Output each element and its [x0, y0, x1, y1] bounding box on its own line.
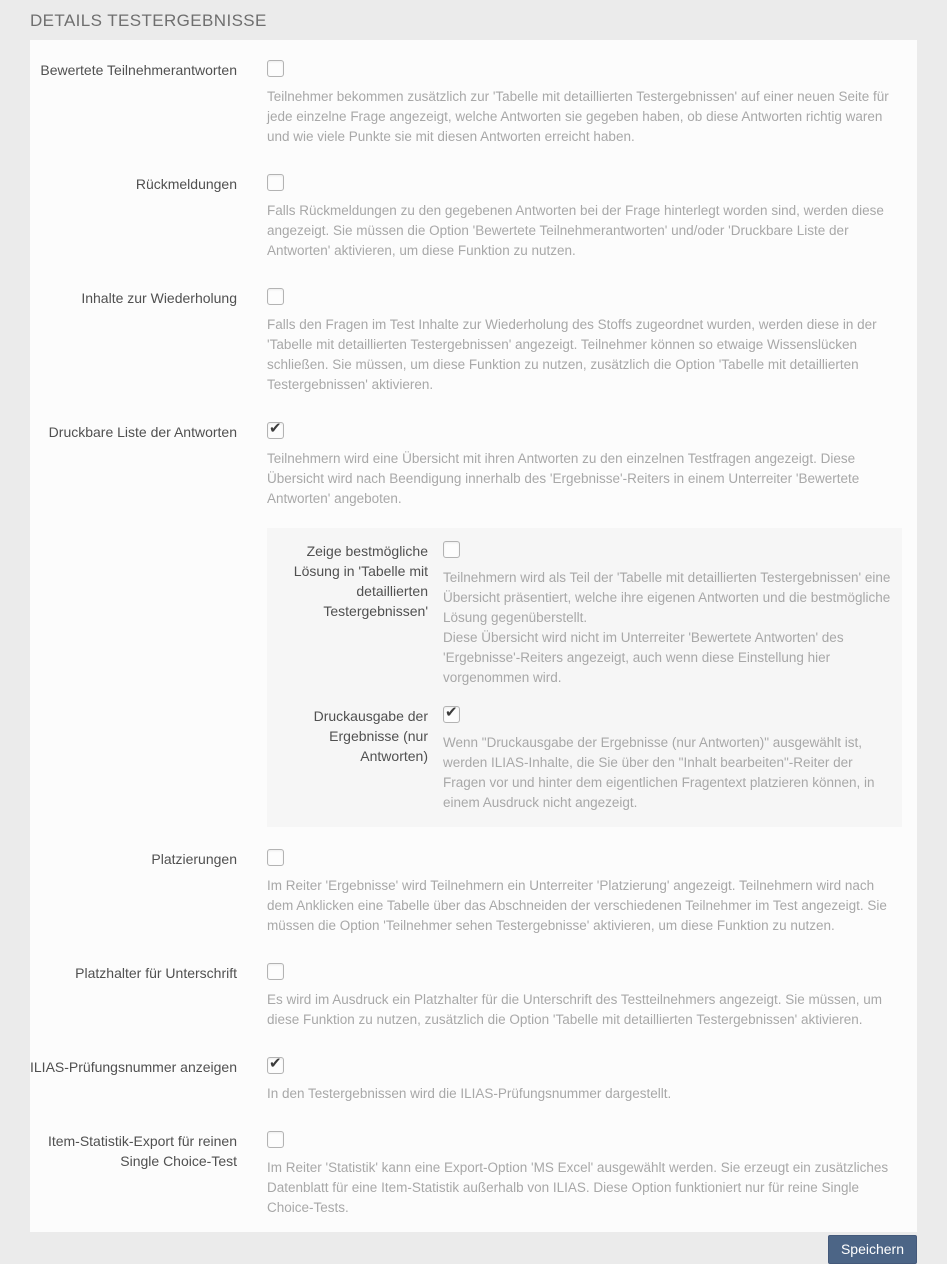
checkbox-druckausgabe-ergebnisse[interactable] — [443, 706, 460, 723]
checkbox-zeige-bestmoegliche-loesung[interactable] — [443, 541, 460, 558]
field-description: Im Reiter 'Ergebnisse' wird Teilnehmern ein Unterreiter 'Platzierung' angezeigt. Teilnehmern wird nach dem Anklicken eine Tabelle über das Abschneiden der verschiedenen Teilnehmer im Test angezeigt. Sie müssen die Option 'Teilnehmer sehen Testergebnisse' aktivieren, um diese Funktion zu nutzen. — [267, 878, 887, 933]
field-description: Teilnehmern wird eine Übersicht mit ihren Antworten zu den einzelnen Testfragen angezeigt. Diese Übersicht wird nach Beendigung innerhalb des 'Ergebnisse'-Reiters in einem Unterreiter 'Bewertete Antworten' angeboten. — [267, 451, 860, 506]
form-row-item-statistik-export — [30, 1131, 902, 1218]
form-row-bewertete-teilnehmerantworten — [30, 60, 902, 147]
checkbox-bewertete-teilnehmerantworten[interactable] — [267, 60, 284, 77]
page-title: DETAILS TESTERGEBNISSE — [30, 11, 267, 30]
save-button[interactable]: Speichern — [828, 1235, 917, 1264]
checkbox-druckbare-liste[interactable] — [267, 422, 284, 439]
field-label: Inhalte zur Wiederholung — [81, 290, 237, 306]
checkbox-platzhalter-unterschrift[interactable] — [267, 963, 284, 980]
field-label: Zeige bestmögliche Lösung in 'Tabelle mit detaillierten Testergebnissen' — [293, 543, 428, 619]
field-label: Bewertete Teilnehmerantworten — [40, 62, 237, 78]
checkbox-platzierungen[interactable] — [267, 849, 284, 866]
details-testergebnisse-form — [30, 40, 917, 1232]
field-label: Druckausgabe der Ergebnisse (nur Antworten) — [313, 708, 428, 764]
field-content — [443, 541, 892, 688]
field-description: Falls den Fragen im Test Inhalte zur Wiederholung des Stoffs zugeordnet wurden, werden diese in der 'Tabelle mit detaillierten Testergebnissen' angezeigt. Teilnehmer können so etwaige Wissenslücken schließen. Sie müssen, um diese Funktion zu nutzen, zusätzlich die Option 'Tabelle mit detaillierten Testergebnissen' aktivieren. — [267, 317, 877, 392]
field-description: Im Reiter 'Statistik' kann eine Export-Option 'MS Excel' ausgewählt werden. Sie erzeugt ein zusätzliches Datenblatt für eine Item-Statistik außerhalb von ILIAS. Diese Option funktioniert nur für reine Single Choice-Tests. — [267, 1160, 889, 1215]
form-row-platzhalter-unterschrift — [30, 963, 902, 1030]
field-content — [443, 706, 892, 813]
field-content — [267, 849, 902, 936]
field-content — [267, 1057, 902, 1104]
field-label: ILIAS-Prüfungsnummer anzeigen — [30, 1059, 237, 1075]
field-label: Druckbare Liste der Antworten — [48, 424, 237, 440]
field-content — [267, 60, 902, 147]
field-description: Teilnehmer bekommen zusätzlich zur 'Tabelle mit detaillierten Testergebnissen' auf einer neuen Seite für jede einzelne Frage angezeigt, welche Antworten sie gegeben haben, ob diese Antworten richtig waren und wie viele Punkte sie mit diesen Antworten erreicht haben. — [267, 89, 889, 144]
field-label: Platzierungen — [151, 851, 237, 867]
form-row-druckausgabe-ergebnisse — [281, 706, 892, 813]
checkbox-ilias-pruefungsnummer[interactable] — [267, 1057, 284, 1074]
field-content — [267, 288, 902, 395]
form-row-zeige-bestmoegliche-loesung — [281, 541, 892, 688]
field-description: Wenn "Druckausgabe der Ergebnisse (nur Antworten)" ausgewählt ist, werden ILIAS-Inhalte, die Sie über den "Inhalt bearbeiten"-Reiter der Fragen vor und hinter dem eigentlichen Fragentext platzieren können, in einem Ausdruck nicht angezeigt. — [443, 735, 875, 810]
form-row-platzierungen — [30, 849, 902, 936]
field-label: Platzhalter für Unterschrift — [75, 965, 237, 981]
field-description: In den Testergebnissen wird die ILIAS-Prüfungsnummer dargestellt. — [267, 1086, 672, 1101]
dependent-options-panel — [267, 528, 902, 827]
field-content — [267, 174, 902, 261]
checkbox-rueckmeldungen[interactable] — [267, 174, 284, 191]
checkbox-inhalte-zur-wiederholung[interactable] — [267, 288, 284, 305]
field-label: Item-Statistik-Export für reinen Single Choice-Test — [47, 1133, 237, 1169]
form-row-inhalte-zur-wiederholung — [30, 288, 902, 395]
field-description: Es wird im Ausdruck ein Platzhalter für die Unterschrift des Testteilnehmers angezeigt. Sie müssen, um diese Funktion zu nutzen, zusätzlich die Option 'Tabelle mit detaillierten Testergebnissen' aktivieren. — [267, 992, 883, 1027]
field-description: Teilnehmern wird als Teil der 'Tabelle mit detaillierten Testergebnissen' eine Übersicht präsentiert, welche ihre eigenen Antworten und die bestmögliche Lösung gegenüberstellt. — [443, 570, 891, 625]
form-footer — [30, 1235, 917, 1264]
field-content — [267, 1131, 902, 1218]
field-description: Falls Rückmeldungen zu den gegebenen Antworten bei der Frage hinterlegt worden sind, werden diese angezeigt. Sie müssen die Option 'Bewertete Teilnehmerantworten' und/oder 'Druckbare Liste der Antworten' aktivieren, um diese Funktion zu nutzen. — [267, 203, 884, 258]
field-content — [267, 422, 902, 509]
form-row-ilias-pruefungsnummer — [30, 1057, 902, 1104]
checkbox-item-statistik-export[interactable] — [267, 1131, 284, 1148]
form-row-rueckmeldungen — [30, 174, 902, 261]
form-row-druckbare-liste — [30, 422, 902, 509]
field-label: Rückmeldungen — [135, 176, 237, 192]
field-content — [267, 963, 902, 1030]
field-description-2: Diese Übersicht wird nicht im Unterreiter 'Bewertete Antworten' des 'Ergebnisse'-Reiters angezeigt, auch wenn diese Einstellung hier vorgenommen wird. — [443, 630, 844, 685]
